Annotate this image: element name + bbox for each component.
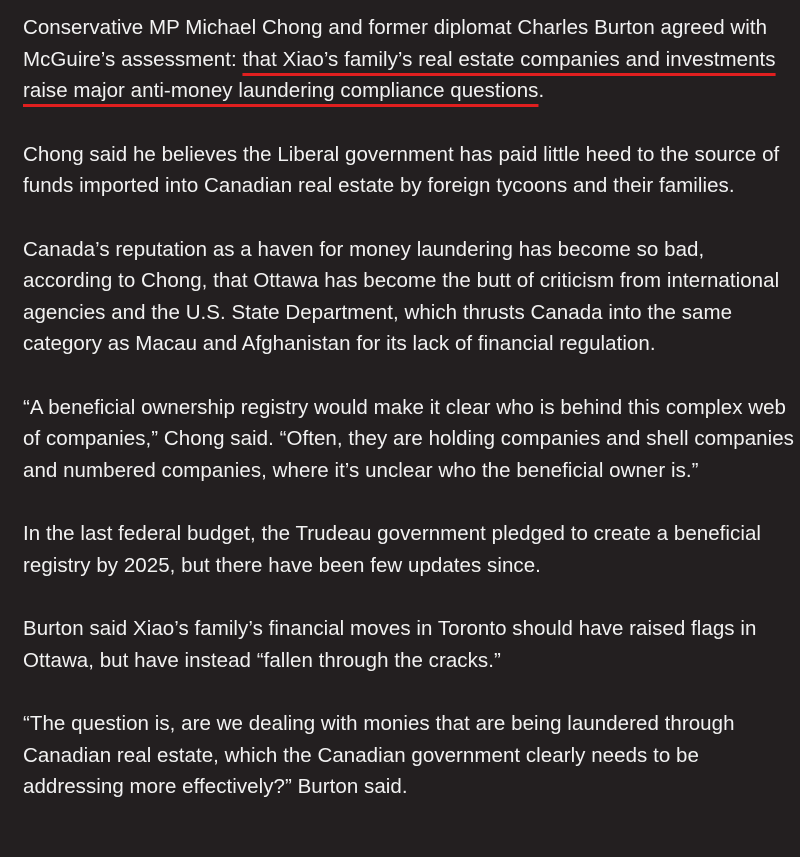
paragraph-chong-source-of-funds: Chong said he believes the Liberal government has paid little heed to the source of funds imported into Canadian real estate by foreign tycoons and their families. <box>23 142 780 197</box>
paragraph-registry-quote: “A beneficial ownership registry would make it clear who is behind this complex web of companies,” Chong said. “Often, they are holding companies and shell companies and numbered companies, where it’s unclear who the beneficial owner is.” <box>23 395 794 482</box>
paragraph-canada-reputation: Canada’s reputation as a haven for money laundering has become so bad, according to Chong, that Ottawa has become the butt of criticism from international agencies and the U.S. State Department, which thrusts Canada into the same category as Macau and Afghanistan for its lack of financial regulation. <box>23 237 780 355</box>
paragraph-end-punctuation: . <box>538 79 545 102</box>
paragraph-federal-budget: In the last federal budget, the Trudeau government pledged to create a beneficial registry by 2025, but there have been few updates since. <box>23 522 761 577</box>
paragraph-burton-quote: “The question is, are we dealing with monies that are being laundered through Canadian real estate, which the Canadian government clearly needs to be addressing more effectively?” Burton said. <box>23 712 735 798</box>
paragraph-intro-text: Conservative MP Michael Chong and former diplomat Charles Burton agreed with McGuire’s assessment: <box>23 16 768 71</box>
article-body <box>23 12 795 803</box>
underlined-highlight: that Xiao’s family’s real estate companies and investments raise major anti-money laundering compliance questions <box>23 47 776 102</box>
paragraph-mcguire-assessment <box>23 12 795 107</box>
paragraph-burton-flags: Burton said Xiao’s family’s financial moves in Toronto should have raised flags in Ottawa, but have instead “fallen through the cracks.” <box>23 617 757 672</box>
